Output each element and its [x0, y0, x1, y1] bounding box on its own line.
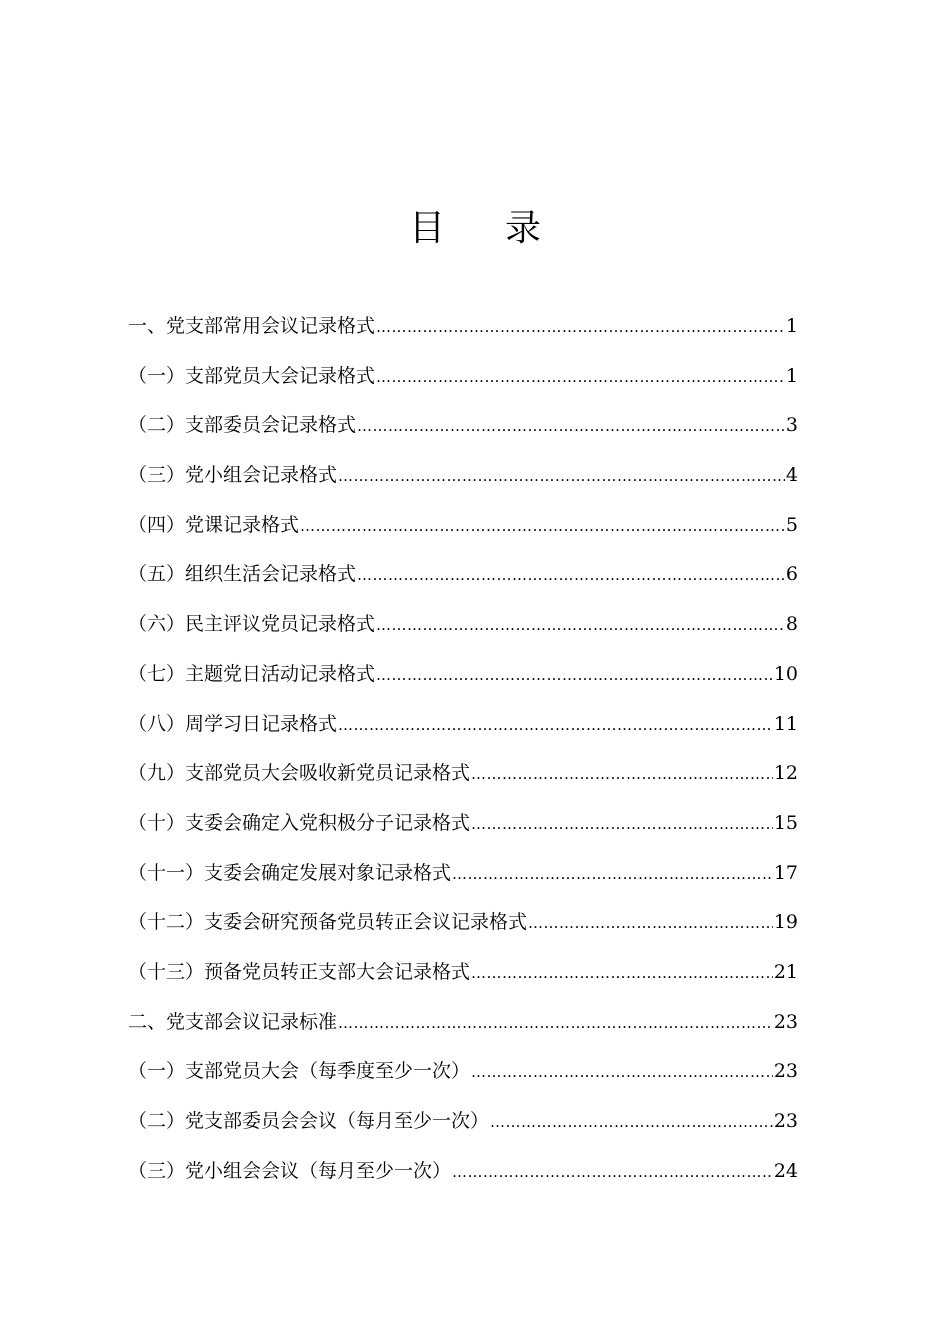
toc-dot-leader [452, 856, 773, 892]
toc-entry-page-number: 1 [785, 364, 798, 387]
toc-entry-page-number: 10 [773, 662, 798, 685]
toc-entry-page-number: 6 [785, 563, 798, 586]
toc-entry-label: （八）周学习日记录格式 [128, 712, 338, 735]
toc-entry-label: （六）民主评议党员记录格式 [128, 613, 376, 636]
toc-entry[interactable] [128, 507, 798, 557]
toc-dot-leader [471, 756, 773, 792]
toc-entry[interactable] [128, 1053, 798, 1103]
toc-entry-page-number: 23 [773, 1110, 798, 1132]
toc-dot-leader [376, 657, 773, 693]
toc-entry-page-number: 5 [785, 513, 798, 536]
toc-dot-leader [338, 458, 785, 494]
toc-entry-page-number: 3 [785, 414, 798, 437]
toc-entry[interactable] [128, 706, 798, 756]
toc-dot-leader [300, 508, 785, 544]
toc-entry[interactable] [128, 954, 798, 1004]
toc-dot-leader [452, 1154, 773, 1190]
toc-entry-label: 二、党支部会议记录标准 [128, 1010, 338, 1033]
toc-entry-page-number: 19 [773, 911, 798, 934]
toc-entry-label: （十一）支委会确定发展对象记录格式 [128, 861, 452, 884]
toc-entry[interactable] [128, 308, 798, 358]
toc-entry[interactable] [128, 1103, 798, 1153]
toc-entry-label: （七）主题党日活动记录格式 [128, 662, 376, 685]
toc-title [0, 200, 950, 251]
toc-entry-label: （三）党小组会会议（每月至少一次） [128, 1159, 452, 1182]
toc-entry-label: （十二）支委会研究预备党员转正会议记录格式 [128, 911, 528, 934]
toc-entry[interactable] [128, 358, 798, 408]
table-of-contents [128, 308, 798, 1202]
toc-dot-leader [471, 955, 773, 991]
toc-entry-label: （三）党小组会记录格式 [128, 464, 338, 487]
toc-entry-label: 一、党支部常用会议记录格式 [128, 315, 376, 337]
toc-entry[interactable] [128, 1004, 798, 1054]
toc-entry[interactable] [128, 755, 798, 805]
toc-entry-page-number: 17 [773, 861, 798, 884]
toc-entry[interactable] [128, 805, 798, 855]
toc-entry-page-number: 12 [773, 762, 798, 785]
toc-entry-page-number: 8 [785, 613, 798, 636]
toc-entry-label: （四）党课记录格式 [128, 513, 300, 536]
toc-dot-leader [528, 905, 773, 941]
toc-dot-leader [376, 359, 785, 395]
toc-entry-page-number: 15 [773, 811, 798, 834]
toc-dot-leader [471, 806, 773, 842]
toc-entry-label: （一）支部党员大会（每季度至少一次） [128, 1060, 471, 1083]
toc-dot-leader [357, 408, 785, 444]
toc-dot-leader [376, 309, 785, 345]
toc-title-char-2: 录 [505, 208, 542, 249]
toc-entry[interactable] [128, 855, 798, 905]
toc-title-char-1: 目 [408, 208, 445, 249]
toc-entry-label: （十三）预备党员转正支部大会记录格式 [128, 960, 471, 983]
toc-entry-page-number: 23 [773, 1060, 798, 1083]
toc-entry-label: （二）支部委员会记录格式 [128, 414, 357, 437]
toc-entry-page-number: 21 [773, 960, 798, 983]
toc-entry[interactable] [128, 457, 798, 507]
toc-entry[interactable] [128, 606, 798, 656]
toc-entry[interactable] [128, 556, 798, 606]
toc-entry-page-number: 11 [773, 712, 798, 735]
toc-dot-leader [490, 1104, 773, 1140]
toc-dot-leader [376, 607, 785, 643]
toc-entry[interactable] [128, 1153, 798, 1203]
toc-entry-label: （二）党支部委员会会议（每月至少一次） [128, 1110, 490, 1132]
toc-entry-page-number: 4 [785, 464, 798, 487]
toc-entry[interactable] [128, 904, 798, 954]
toc-entry-label: （九）支部党员大会吸收新党员记录格式 [128, 762, 471, 785]
toc-entry-label: （十）支委会确定入党积极分子记录格式 [128, 811, 471, 834]
toc-entry-page-number: 1 [785, 315, 798, 337]
toc-dot-leader [338, 707, 773, 743]
toc-entry-page-number: 23 [773, 1010, 798, 1033]
toc-entry-label: （五）组织生活会记录格式 [128, 563, 357, 586]
toc-entry[interactable] [128, 407, 798, 457]
toc-entry-page-number: 24 [773, 1159, 798, 1182]
toc-entry[interactable] [128, 656, 798, 706]
toc-dot-leader [357, 557, 785, 593]
toc-dot-leader [471, 1054, 773, 1090]
toc-dot-leader [338, 1005, 773, 1041]
toc-entry-label: （一）支部党员大会记录格式 [128, 364, 376, 387]
